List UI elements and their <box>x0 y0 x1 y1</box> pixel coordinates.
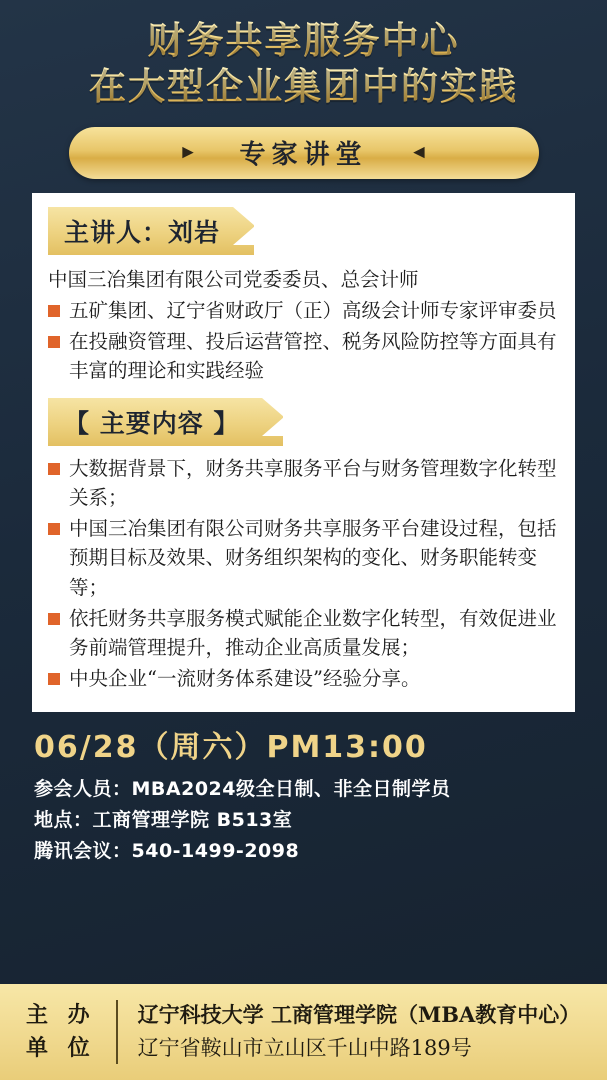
content-bullet <box>48 454 559 513</box>
square-bullet-icon <box>48 613 60 625</box>
event-meeting-id: 腾讯会议：540-1499-2098 <box>34 840 300 863</box>
content-bullet-text: 依托财务共享服务模式赋能企业数字化转型，有效促进业务前端管理提升，推动企业高质量发展； <box>69 606 557 659</box>
square-bullet-icon <box>48 523 60 535</box>
speaker-bullet-text: 在投融资管理、投后运营管控、税务风险防控等方面具有丰富的理论和实践经验 <box>69 330 557 383</box>
speaker-bullet <box>48 296 559 325</box>
speaker-title-line: 中国三冶集团有限公司党委委员、总会计师 <box>48 267 419 291</box>
speaker-bullet-text: 五矿集团、辽宁省财政厅（正）高级会计师专家评审委员 <box>69 298 557 322</box>
event-info <box>0 712 607 868</box>
content-bullet-text: 中国三冶集团有限公司财务共享服务平台建设过程，包括预期目标及效果、财务组织架构的变化、财务职能转变等； <box>69 517 557 599</box>
expert-lecture-pill <box>69 127 539 179</box>
expert-lecture-label: 专家讲堂 <box>239 140 368 170</box>
expert-lecture-banner <box>0 127 607 179</box>
spacer <box>48 388 559 398</box>
square-bullet-icon <box>48 463 60 475</box>
triangle-left-icon: ◄ <box>409 142 429 163</box>
poster-title-line-2: 在大型企业集团中的实践 <box>10 64 597 110</box>
organizer-address: 辽宁省鞍山市立山区千山中路189号 <box>137 1036 472 1060</box>
organizer-name: 辽宁科技大学 工商管理学院（MBA教育中心） <box>137 1002 581 1028</box>
triangle-right-icon: ► <box>178 142 198 163</box>
main-content-ribbon <box>48 398 283 446</box>
organizer-label <box>26 999 96 1065</box>
content-bullet <box>48 664 559 693</box>
content-bullet-text: 大数据背景下，财务共享服务平台与财务管理数字化转型关系； <box>69 456 557 509</box>
square-bullet-icon <box>48 305 60 317</box>
square-bullet-icon <box>48 336 60 348</box>
event-location: 地点：工商管理学院 B513室 <box>34 808 293 831</box>
footer-divider <box>116 1000 118 1064</box>
poster-title-line-1: 财务共享服务中心 <box>10 18 597 64</box>
speaker-bullet <box>48 327 559 386</box>
speaker-ribbon-label: 主讲人：刘岩 <box>64 217 221 247</box>
main-content-ribbon-label: 【 主要内容 】 <box>64 408 240 438</box>
content-card <box>32 193 575 712</box>
organizer-label-line-2: 单 位 <box>26 1035 96 1061</box>
speaker-ribbon <box>48 207 254 255</box>
event-attendees: 参会人员：MBA2024级全日制、非全日制学员 <box>34 777 451 800</box>
content-bullet <box>48 604 559 663</box>
organizer-info <box>138 999 581 1064</box>
content-bullet-text: 中央企业“一流财务体系建设”经验分享。 <box>69 667 421 691</box>
content-bullet <box>48 514 559 602</box>
event-date: 06/28（周六）PM13:00 <box>34 729 428 765</box>
organizer-label-line-1: 主 办 <box>26 1002 96 1028</box>
poster-header <box>0 0 607 115</box>
square-bullet-icon <box>48 673 60 685</box>
poster-footer <box>0 984 607 1080</box>
